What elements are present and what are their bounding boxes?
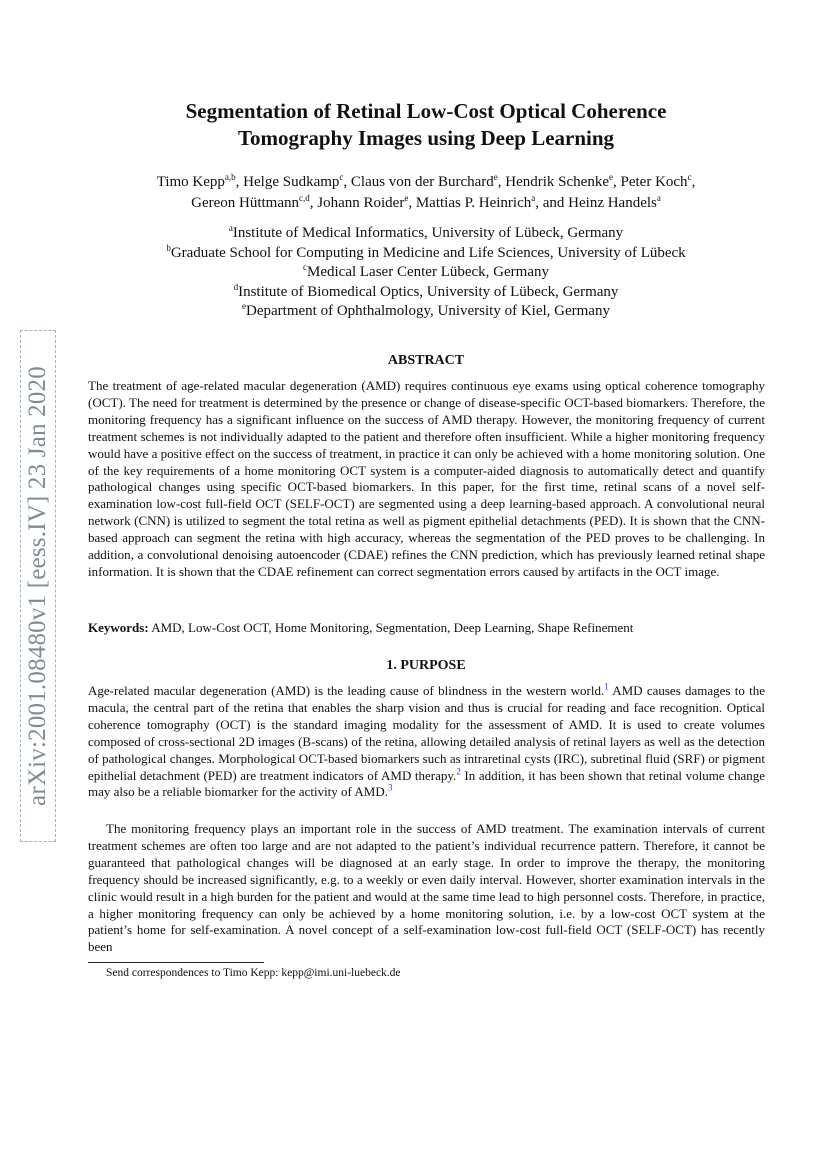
abstract-heading: ABSTRACT (387, 353, 465, 368)
citation-link[interactable]: 2 (456, 766, 461, 777)
text-run: AMD causes damages to the macula, the central part of the retina that enables the sharp vision and thus is crucial for reading and face recognition. Optical coherence tomography (OCT) is the standard imaging modality for the assessment of AMD. It is used to create volumes composed of cross-sectional 2D images (B-scans) of the retina, allowing detailed analysis of retinal layers as well as the detection of pathological changes. Morphological OCT-based biomarkers such as intraretinal cysts (IRC), subretinal fluid (SRF) or pigment epithelial detachment (PED) are treatment indicators of AMD therapy. (88, 683, 765, 783)
section-heading-purpose: 1. PURPOSE (386, 658, 466, 673)
author-aff: e (609, 172, 613, 182)
author-aff: e (404, 193, 409, 203)
affiliation-list (88, 224, 764, 322)
affiliation-text: Medical Laser Center Lübeck, Germany (307, 264, 549, 280)
affiliation-key: e (242, 301, 247, 311)
author: Claus von der Burchard (350, 174, 494, 190)
citation-link[interactable]: 1 (604, 681, 609, 692)
title-line-1: Segmentation of Retinal Low-Cost Optical Coherence (185, 99, 667, 123)
paragraph-1 (88, 683, 765, 801)
author: Hendrik Schenke (505, 174, 609, 190)
author-line-1: Timo Kepp$^{a,b}$, Helge Sudkamp$^c$, Claus von der Burchard$^e$, Hendrik Schenke$^e$, Peter Koch$^c$, (156, 172, 696, 190)
author-aff: a (531, 193, 536, 203)
and-word: and (542, 195, 565, 211)
affiliation-text: Institute of Biomedical Optics, University of Lübeck, Germany (238, 283, 619, 300)
affiliation-text: Institute of Medical Informatics, University of Lübeck, Germany (232, 225, 624, 241)
affiliation-key: d (233, 281, 239, 292)
author: Mattias P. Heinrich (415, 195, 532, 211)
author-line-2: Gereon Hüttmann$^{c,d}$, Johann Roider$^e$, Mattias P. Heinrich$^a$, and Heinz Handels$^a$ (191, 193, 661, 211)
author: Helge Sudkamp (243, 174, 340, 190)
footnote-rule (88, 962, 264, 963)
author-aff: e (493, 172, 498, 182)
affiliation-key: c (303, 262, 307, 272)
paper-title (88, 98, 764, 152)
author: Heinz Handels (568, 195, 657, 211)
title-line-2: Tomography Images using Deep Learning (237, 126, 615, 150)
author: Johann Roider (317, 195, 405, 211)
arxiv-stamp (20, 330, 56, 842)
affiliation (88, 283, 764, 303)
text-run: Age-related macular degeneration (AMD) is the leading cause of blindness in the western world. (88, 683, 605, 698)
affiliation (88, 263, 764, 283)
author-aff: c,d (299, 193, 310, 203)
keywords (88, 620, 765, 637)
abstract-text: The treatment of age-related macular degeneration (AMD) requires continuous eye exams using optical coherence tomography (OCT). The need for treatment is determined by the presence or change of disease-specific OCT-based biomarkers. Therefore, the monitoring frequency has a significant influence on the success of AMD therapy. However, the monitoring frequency of current treatment schemes is not individually adapted to the patient and therefore often insufficient. While a higher monitoring frequency would have a positive effect on the success of treatment, in practice it can only be achieved with a home monitoring solution. One of the key requirements of a home monitoring OCT system is a computer-aided diagnosis to automatically detect and quantify pathological changes using specific OCT-based biomarkers. In this paper, for the first time, retinal scans of a novel self-examination low-cost full-field OCT (SELF-OCT) are segmented using a deep learning-based approach. A convolutional neural network (CNN) is utilized to segment the total retina as well as pigment epithelial detachments (PED). It is shown that the CNN-based approach can segment the retina with high accuracy, whereas the segmentation of the PED proves to be challenging. In addition, a convolutional denoising autoencoder (CDAE) refines the CNN prediction, which has previously learned retinal shape information. It is shown that the CDAE refinement can correct segmentation errors caused by artifacts in the OCT image. (88, 378, 765, 579)
author-aff: a (656, 193, 661, 203)
author-aff: c (687, 172, 692, 182)
affiliation (88, 302, 764, 322)
author: Gereon Hüttmann (191, 195, 299, 211)
arxiv-id: arXiv:2001.08480v1 [eess.IV] 23 Jan 2020 (24, 366, 51, 806)
affiliation (88, 244, 764, 264)
affiliation (88, 224, 764, 244)
text-run: In addition, it has been shown that retinal volume change may also be a reliable biomarker for the activity of AMD. (88, 767, 765, 800)
author: Peter Koch (620, 174, 688, 190)
author-list (88, 172, 764, 214)
affiliation-text: Department of Ophthalmology, University of Kiel, Germany (246, 303, 610, 319)
footnote: Send correspondences to Timo Kepp: kepp@imi.uni-luebeck.de (106, 967, 401, 979)
keywords-label: Keywords: (88, 620, 149, 635)
keywords-text: AMD, Low-Cost OCT, Home Monitoring, Segmentation, Deep Learning, Shape Refinement (151, 620, 634, 635)
citation-link[interactable]: 3 (387, 783, 393, 794)
author-aff: a,b (224, 172, 236, 182)
affiliation-key: a (228, 223, 233, 233)
author: Timo Kepp (156, 174, 225, 190)
affiliation-key: b (166, 242, 171, 253)
affiliation-text: Graduate School for Computing in Medicine and Life Sciences, University of Lübeck (170, 244, 686, 261)
paragraph-2: The monitoring frequency plays an important role in the success of AMD treatment. The examination intervals of current treatment schemes are often too large and are not adapted to the patient’s individual recurrence pattern. Therefore, it cannot be guaranteed that pathological changes will be diagnosed at an early stage. In order to improve the therapy, the monitoring frequency should be increased significantly, e.g. to a weekly or even daily interval. However, shorter examination intervals in the clinic would result in a high burden for the patient and would at the same time lead to high personnel costs. Therefore, in practice, a higher monitoring frequency can only be achieved by a home monitoring solution, i.e. by a low-cost OCT system at the patient’s home for self-examination. A novel concept of a self-examination low-cost full-field OCT (SELF-OCT) has recently been (88, 821, 765, 955)
author-aff: c (339, 172, 344, 182)
